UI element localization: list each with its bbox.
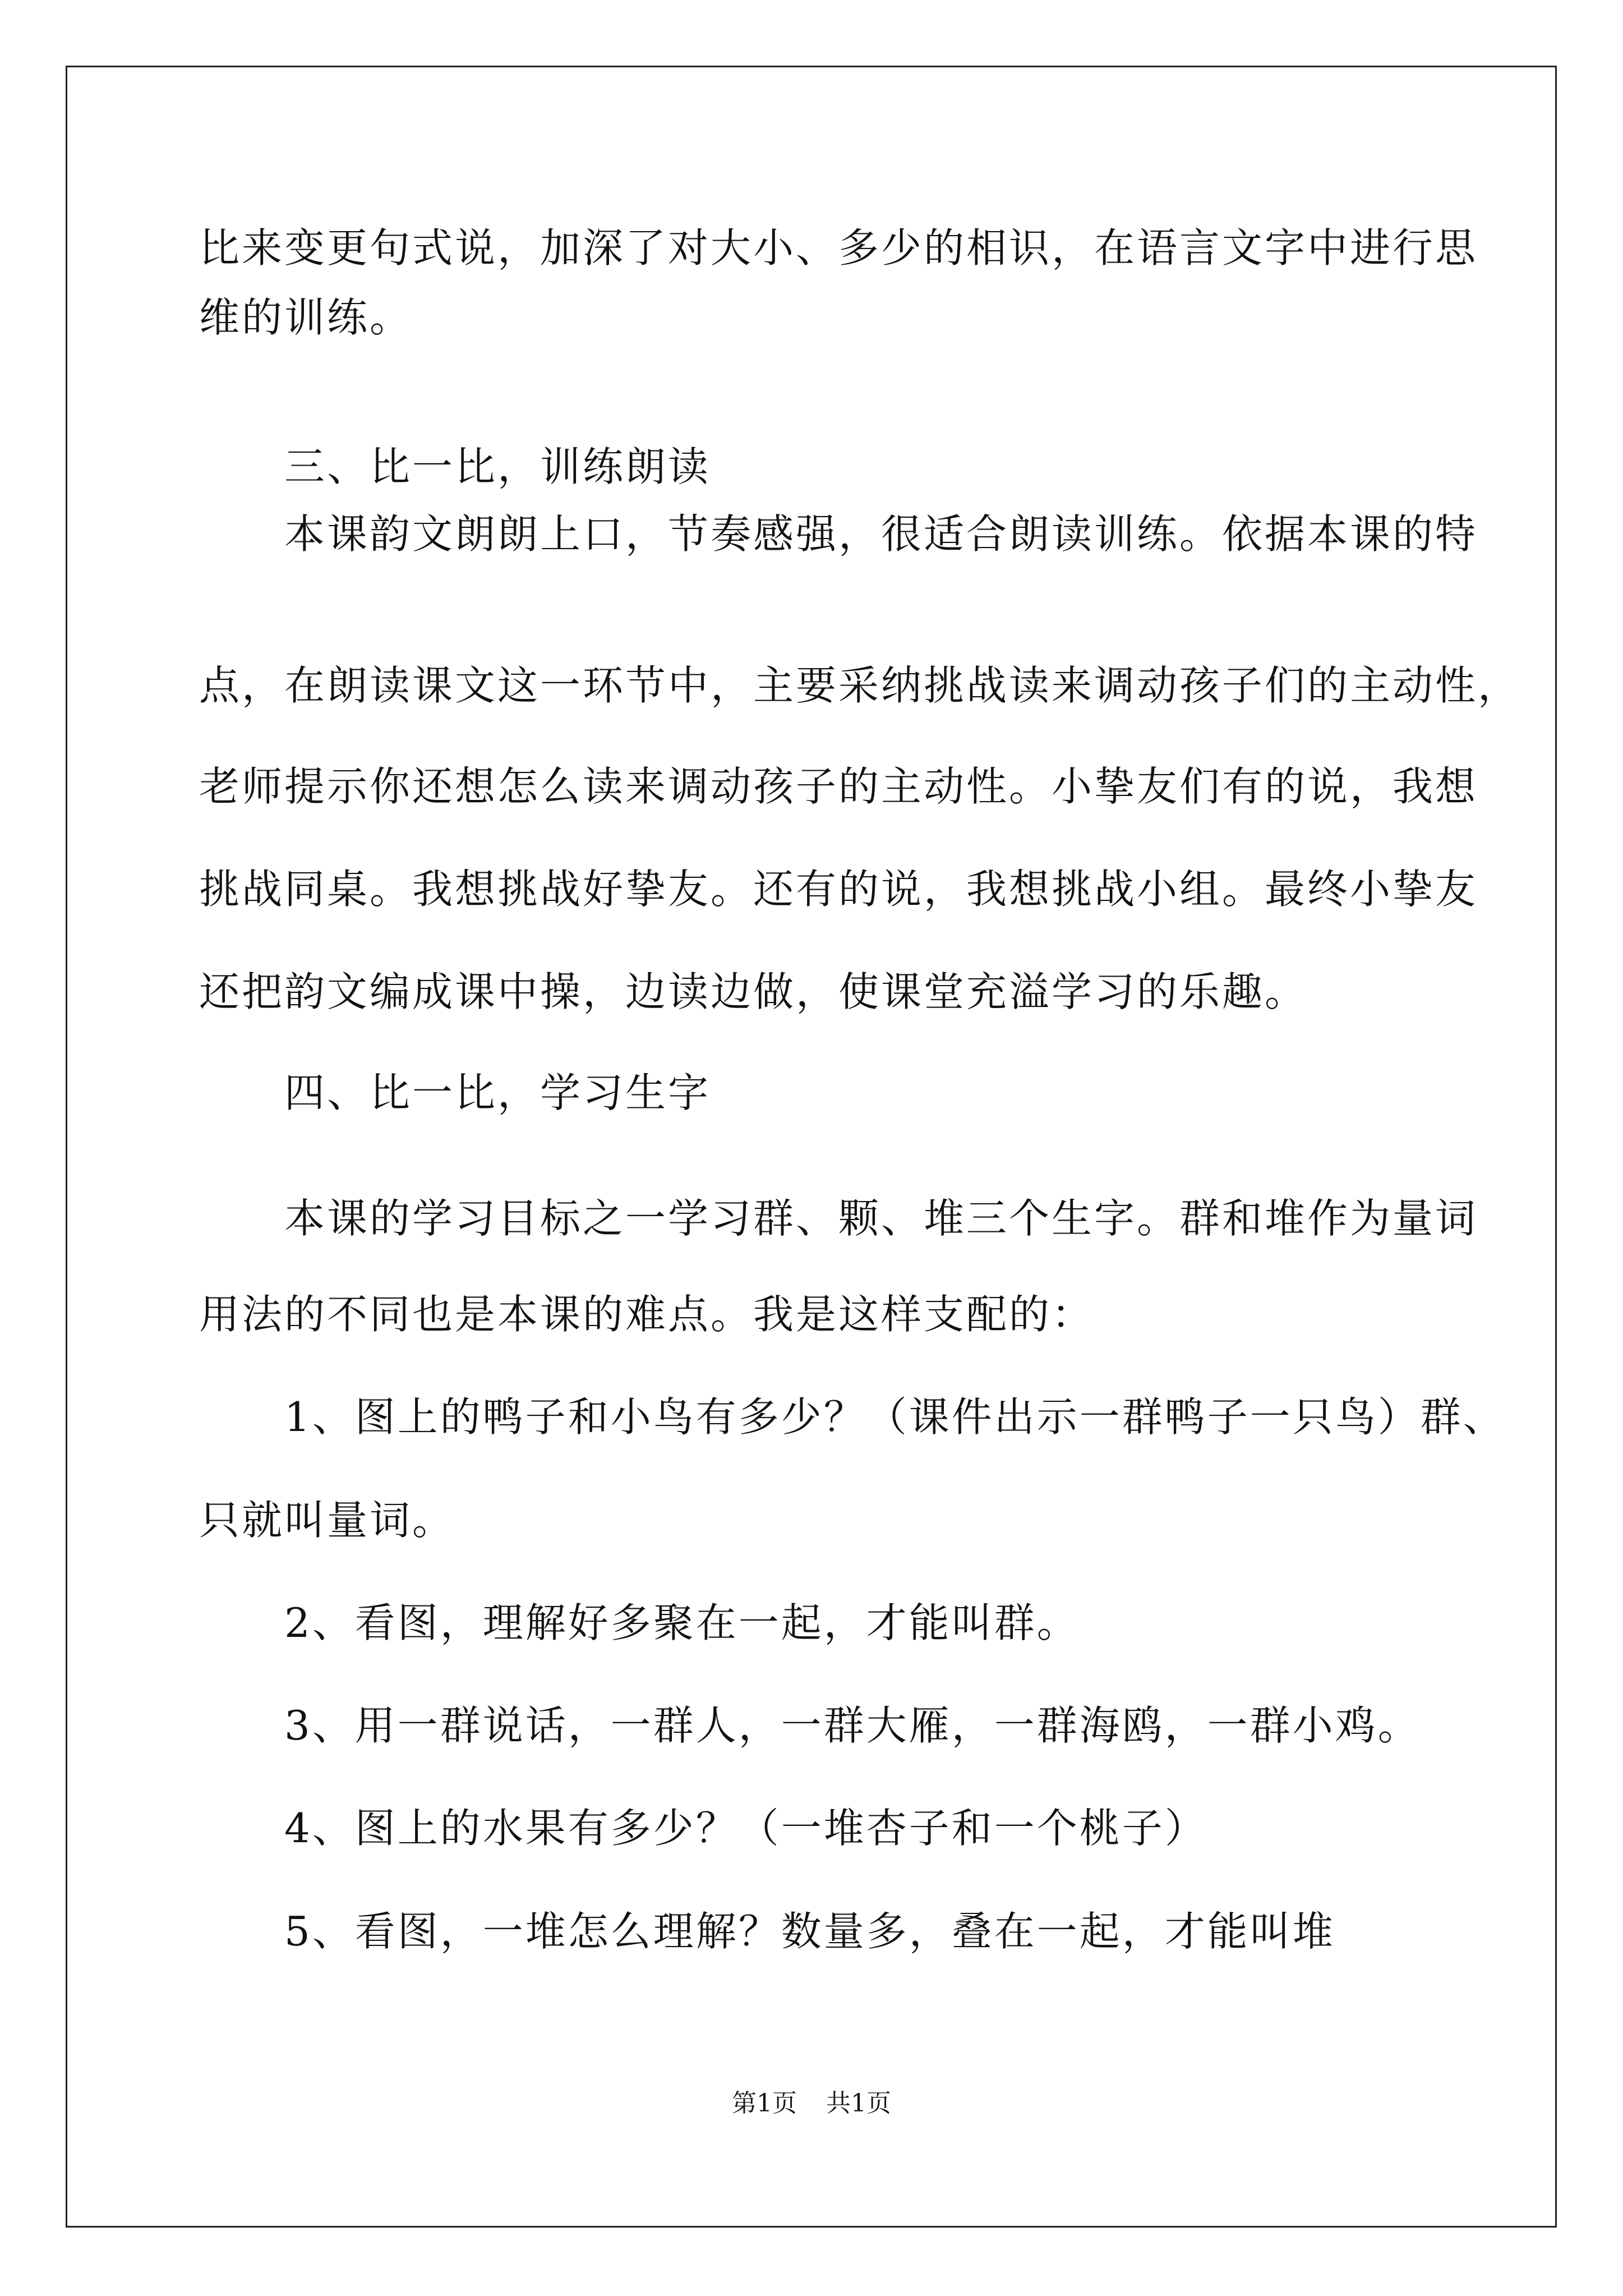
line-6: 老师提示你还想怎么读来调动孩子的主动性。小挚友们有的说，我想: [199, 763, 1478, 810]
line-11: 用法的不同也是本课的难点。我是这样支配的：: [199, 1291, 1095, 1338]
line-13: 只就叫量词。: [199, 1497, 455, 1544]
list-item-2: 2、看图，理解好多聚在一起，才能叫群。: [199, 1599, 1080, 1646]
page-footer: [0, 2087, 1623, 2120]
list-item-4: 4、图上的水果有多少？（一堆杏子和一个桃子）: [199, 1805, 1207, 1852]
list-item-3: 3、用一群说话，一群人，一群大雁，一群海鸥，一群小鸡。: [199, 1702, 1421, 1749]
page-frame: [66, 66, 1557, 2228]
line-10: 本课的学习目标之一学习群、颗、堆三个生字。群和堆作为量词: [199, 1195, 1478, 1242]
line-4: 本课韵文朗朗上口，节奏感强，很适合朗读训练。依据本课的特: [199, 510, 1478, 558]
list-item-1: 1、图上的鸭子和小鸟有多少？（课件出示一群鸭子一只鸟）群、: [199, 1393, 1506, 1441]
section-heading-4: 四、比一比，学习生字: [199, 1069, 711, 1116]
section-heading-3: 三、比一比，训练朗读: [199, 443, 711, 490]
line-2: 维的训练。: [199, 294, 413, 341]
list-item-5: 5、看图，一堆怎么理解？数量多，叠在一起，才能叫堆: [199, 1908, 1335, 1955]
line-5: 点，在朗读课文这一环节中，主要采纳挑战读来调动孩子们的主动性，: [199, 662, 1521, 709]
line-7: 挑战同桌。我想挑战好挚友。还有的说，我想挑战小组。最终小挚友: [199, 866, 1478, 913]
page-number: 第1页: [732, 2089, 797, 2118]
line-1: 比来变更句式说，加深了对大小、多少的相识，在语言文字中进行思: [199, 224, 1478, 272]
page-total: 共1页: [826, 2089, 891, 2118]
line-8: 还把韵文编成课中操，边读边做，使课堂充溢学习的乐趣。: [199, 968, 1308, 1015]
